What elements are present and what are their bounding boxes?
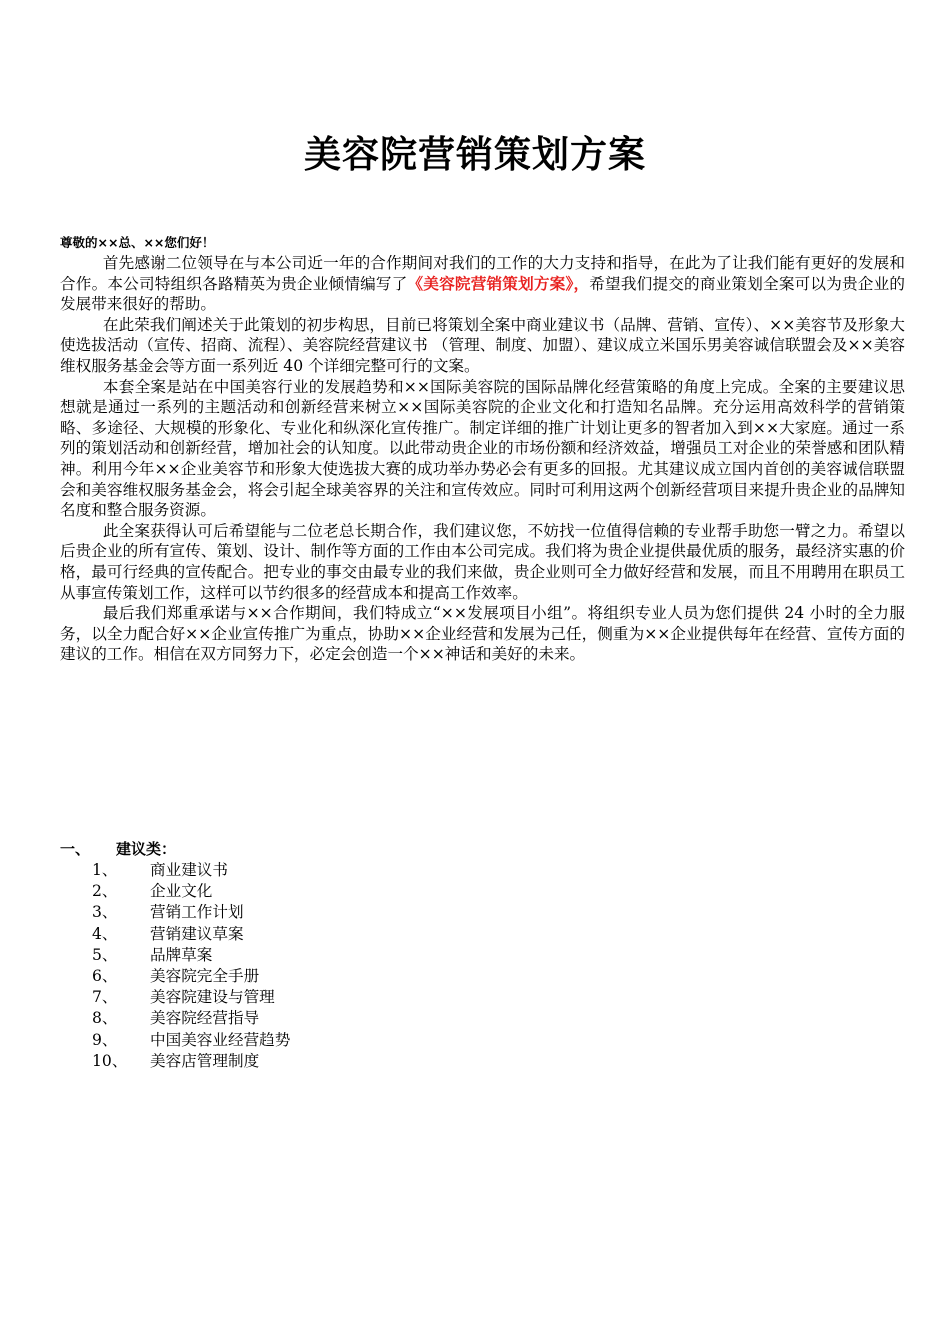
paragraph (60, 377, 905, 521)
list-item-number: 1、 (92, 861, 118, 879)
list-item-text: 品牌草案 (150, 945, 213, 964)
list-item-number: 4、 (92, 924, 118, 943)
paragraph (60, 253, 905, 315)
list-item-text: 企业文化 (150, 882, 213, 901)
list-item-text: 中国美容业经营趋势 (150, 1030, 291, 1049)
section-number: 一、 (60, 840, 91, 858)
list-item-text: 美容院经营指导 (150, 1009, 260, 1028)
section-heading (60, 838, 660, 860)
list-item-number: 3、 (92, 903, 118, 922)
list-item-number: 7、 (92, 988, 118, 1007)
document-title: 美容院营销策划方案 (304, 133, 646, 176)
suggestions-section (60, 838, 660, 1072)
paragraph-text: 希望我们提交的商业策划全案可以为贵企业的发展带来很好的帮助。 (60, 274, 905, 314)
list-item-number: 6、 (92, 966, 118, 985)
list-item-number: 8、 (92, 1009, 118, 1028)
list-item-number: 2、 (92, 882, 118, 901)
paragraph-text: 最后我们郑重承诺与××合作期间，我们特成立“××发展项目小组”。将组织专业人员为您们提供 24 小时的全力服务，以全力配合好××企业宣传推广为重点，协助××企业经营和发展为己任，侧重为××企业提供每年在经营、宣传方面的建议的工作。相信在双方同努力下，必定会创造一个××神话和美好的未来。 (60, 604, 905, 664)
highlighted-title: 《美容院营销策划方案》， (407, 274, 590, 293)
paragraph (60, 603, 905, 665)
paragraph-text: 此全案获得认可后希望能与二位老总长期合作，我们建议您，不妨找一位值得信赖的专业帮手助您一臂之力。希望以后贵企业的所有宣传、策划、设计、制作等方面的工作由本公司完成。我们将为贵企业提供最优质的服务，最经济实惠的价格，最可行经典的宣传配合。把专业的事交由最专业的我们来做，贵企业则可全力做好经营和发展，而且不用聘用在职员工从事宣传策划工作，这样可以节约很多的经营成本和提高工作效率。 (60, 521, 905, 602)
list-item-text: 营销建议草案 (150, 924, 244, 943)
salutation: 尊敬的××总、××您们好！ (60, 235, 215, 250)
paragraph-text: 首先感谢二位领导在与本公司近一年的合作期间对我们的工作的大力支持和指导，在此为了让我们能有更好的发展和合作。本公司特组织各路精英为贵企业倾情编写了 (60, 254, 905, 293)
paragraph-text: 本套全案是站在中国美容行业的发展趋势和××国际美容院的国际品牌化经营策略的角度上完成。全案的主要建议思想就是通过一系列的主题活动和创新经营来树立××国际美容院的企业文化和打造知名品牌。充分运用高效科学的营销策略、多途径、大规模的形象化、专业化和纵深化宣传推广。制定详细的推广计划让更多的智者加入到××大家庭。通过一系列的策划活动和创新经营，增加社会的认知度。以此带动贵企业的市场份额和经济效益，增强员工对企业的荣誉感和团队精神。利用今年××企业美容节和形象大使选拔大赛的成功举办势必会有更多的回报。尤其建议成立国内首创的美容诚信联盟会和美容维权服务基金会，将会引起全球美容界的关注和宣传效应。同时可利用这两个创新经营项目来提升贵企业的品牌知名度和整合服务资源。 (60, 377, 905, 520)
list-item (60, 860, 660, 881)
list-item-text: 美容院完全手册 (150, 966, 260, 985)
suggestion-list (60, 860, 660, 1072)
list-item-text: 美容店管理制度 (150, 1051, 260, 1070)
list-item (60, 966, 660, 987)
list-item (60, 924, 660, 945)
list-item (60, 987, 660, 1008)
list-item-text: 营销工作计划 (150, 903, 244, 922)
list-item-text: 商业建议书 (150, 861, 228, 879)
list-item (60, 1030, 660, 1051)
list-item-number: 9、 (92, 1030, 118, 1049)
list-item (60, 945, 660, 966)
list-item (60, 1051, 660, 1072)
list-item (60, 881, 660, 902)
paragraph (60, 315, 905, 377)
section-label: 建议类： (116, 840, 177, 858)
list-item (60, 1008, 660, 1029)
list-item-number: 5、 (92, 945, 118, 964)
list-item-number: 10、 (92, 1051, 128, 1070)
letter-body (60, 233, 905, 665)
list-item-text: 美容院建设与管理 (150, 988, 275, 1007)
list-item (60, 902, 660, 923)
paragraph (60, 521, 905, 603)
paragraph-text: 在此荣我们阐述关于此策划的初步构思，目前已将策划全案中商业建议书（品牌、营销、宣传）、××美容节及形象大使选拔活动（宣传、招商、流程）、美容院经营建议书 （管理、制度、加盟）、建议成立米国乐男美容诚信联盟会及××美容维权服务基金会等方面一系列近 40 个详细完整可行的文案。 (60, 315, 905, 375)
